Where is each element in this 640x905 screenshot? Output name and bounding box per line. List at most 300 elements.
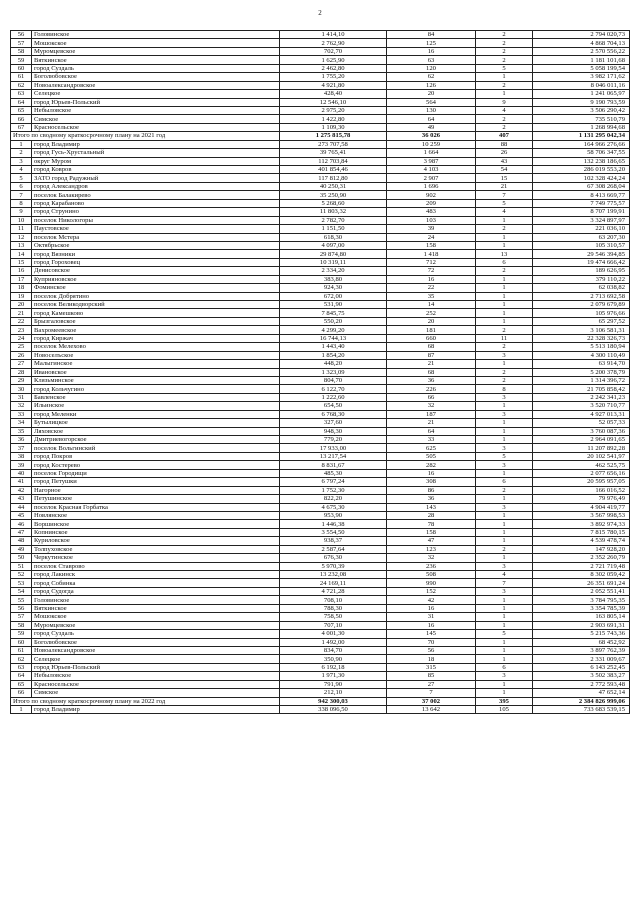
residents-cell: 282 [387, 461, 476, 469]
municipality-cell: город Ковров [32, 166, 280, 174]
residents-cell: 308 [387, 478, 476, 486]
residents-cell: 152 [387, 587, 476, 595]
residents-cell: 20 [387, 317, 476, 325]
municipality-cell: Новлянское [32, 511, 280, 519]
municipality-cell: Ивановское [32, 368, 280, 376]
row-number-cell: 42 [11, 486, 32, 494]
area-cell: 273 707,58 [280, 140, 387, 148]
cost-cell: 163 805,14 [533, 613, 630, 621]
area-cell: 2 587,64 [280, 545, 387, 553]
row-number-cell: 32 [11, 402, 32, 410]
municipality-cell: Новоселъское [32, 351, 280, 359]
row-number-cell: 25 [11, 343, 32, 351]
residents-cell: 84 [387, 31, 476, 39]
houses-cell: 105 [476, 706, 533, 714]
table-row [11, 326, 630, 334]
area-cell: 702,70 [280, 47, 387, 55]
cost-cell: 102 328 424,24 [533, 174, 630, 182]
residents-cell: 42 [387, 596, 476, 604]
table-row [11, 166, 630, 174]
residents-cell: 36 [387, 376, 476, 384]
municipality-cell: город Юрьев-Польский [32, 98, 280, 106]
row-number-cell: 49 [11, 545, 32, 553]
municipality-cell: Петушинское [32, 495, 280, 503]
row-number-cell: 59 [11, 630, 32, 638]
table-row [11, 182, 630, 190]
area-cell: 428,40 [280, 90, 387, 98]
municipality-cell: Куприяновское [32, 275, 280, 283]
cost-cell: 132 238 186,65 [533, 157, 630, 165]
row-number-cell: 47 [11, 528, 32, 536]
residents-cell: 625 [387, 444, 476, 452]
cost-cell: 20 102 541,97 [533, 452, 630, 460]
cost-cell: 62 038,82 [533, 284, 630, 292]
residents-cell: 902 [387, 191, 476, 199]
municipality-cell: поселок Никологоры [32, 216, 280, 224]
cost-cell: 3 502 383,27 [533, 672, 630, 680]
table-row [11, 646, 630, 654]
area-cell: 707,10 [280, 621, 387, 629]
municipality-cell: Мошокское [32, 39, 280, 47]
cost-cell: 65 297,52 [533, 317, 630, 325]
cost-cell: 2 352 260,79 [533, 554, 630, 562]
municipality-cell: Клязьминское [32, 376, 280, 384]
municipality-cell: Ильинское [32, 402, 280, 410]
houses-cell: 1 [476, 284, 533, 292]
houses-cell: 13 [476, 250, 533, 258]
houses-cell: 2 [476, 81, 533, 89]
table-row [11, 241, 630, 249]
houses-cell: 2 [476, 545, 533, 553]
cost-cell: 105 976,66 [533, 309, 630, 317]
row-number-cell: 28 [11, 368, 32, 376]
table-row [11, 393, 630, 401]
table-row [11, 469, 630, 477]
row-number-cell: 19 [11, 292, 32, 300]
municipality-cell: город Судогда [32, 587, 280, 595]
area-cell: 1 752,30 [280, 486, 387, 494]
cost-cell: 3 897 762,39 [533, 646, 630, 654]
residents-cell: 10 259 [387, 140, 476, 148]
residents-cell: 31 [387, 613, 476, 621]
municipality-cell: Небыловское [32, 672, 280, 680]
residents-cell: 14 [387, 301, 476, 309]
area-cell: 1 151,50 [280, 225, 387, 233]
cost-cell: 3 760 087,36 [533, 427, 630, 435]
cost-cell: 2 570 556,22 [533, 47, 630, 55]
cost-cell: 147 928,20 [533, 545, 630, 553]
municipality-cell: Селецкое [32, 655, 280, 663]
area-cell: 791,90 [280, 680, 387, 688]
municipality-cell: город Меленки [32, 410, 280, 418]
houses-cell: 26 [476, 149, 533, 157]
cost-cell: 7 815 780,15 [533, 528, 630, 536]
municipality-cell: Новоалександровское [32, 81, 280, 89]
total-label-cell: Итого по сводному краткосрочному плану на 2022 год [11, 697, 280, 705]
table-row [11, 360, 630, 368]
cost-cell: 67 308 268,04 [533, 182, 630, 190]
houses-cell: 3 [476, 410, 533, 418]
area-cell: 708,10 [280, 596, 387, 604]
table-row [11, 258, 630, 266]
cost-cell: 1 181 101,68 [533, 56, 630, 64]
residents-cell: 35 [387, 292, 476, 300]
row-number-cell: 53 [11, 579, 32, 587]
houses-cell: 6 [476, 258, 533, 266]
houses-cell: 1 [476, 528, 533, 536]
row-number-cell: 11 [11, 225, 32, 233]
residents-cell: 252 [387, 309, 476, 317]
area-cell: 942 300,03 [280, 697, 387, 705]
residents-cell: 7 [387, 689, 476, 697]
cost-cell: 4 868 704,13 [533, 39, 630, 47]
area-cell: 13 232,08 [280, 571, 387, 579]
area-cell: 1 443,40 [280, 343, 387, 351]
residents-cell: 66 [387, 393, 476, 401]
municipality-cell: Симское [32, 115, 280, 123]
houses-cell: 1 [476, 436, 533, 444]
houses-cell: 3 [476, 393, 533, 401]
table-row [11, 537, 630, 545]
cost-cell: 733 683 539,15 [533, 706, 630, 714]
area-cell: 618,30 [280, 233, 387, 241]
residents-cell: 32 [387, 554, 476, 562]
area-cell: 4 001,30 [280, 630, 387, 638]
houses-cell: 4 [476, 208, 533, 216]
table-row [11, 149, 630, 157]
area-cell: 1 109,30 [280, 123, 387, 131]
table-row [11, 554, 630, 562]
cost-cell: 3 892 974,33 [533, 520, 630, 528]
municipality-cell: город Вязники [32, 250, 280, 258]
table-row [11, 419, 630, 427]
houses-cell: 1 [476, 275, 533, 283]
houses-cell: 1 [476, 646, 533, 654]
municipality-cell: Селецкое [32, 90, 280, 98]
area-cell: 1 422,80 [280, 115, 387, 123]
table-row [11, 478, 630, 486]
houses-cell: 21 [476, 182, 533, 190]
row-number-cell: 56 [11, 604, 32, 612]
row-number-cell: 6 [11, 182, 32, 190]
row-number-cell: 22 [11, 317, 32, 325]
area-cell: 39 765,41 [280, 149, 387, 157]
houses-cell: 2 [476, 123, 533, 131]
municipality-cell: Черкутинское [32, 554, 280, 562]
table-row [11, 309, 630, 317]
row-number-cell: 62 [11, 655, 32, 663]
houses-cell: 5 [476, 64, 533, 72]
municipality-cell: поселок Городищи [32, 469, 280, 477]
residents-cell: 660 [387, 334, 476, 342]
cost-cell: 4 300 110,49 [533, 351, 630, 359]
row-number-cell: 3 [11, 157, 32, 165]
table-row [11, 31, 630, 39]
houses-cell: 1 [476, 655, 533, 663]
table-row [11, 157, 630, 165]
residents-cell: 508 [387, 571, 476, 579]
cost-cell: 22 328 326,73 [533, 334, 630, 342]
cost-cell: 2 384 826 999,06 [533, 697, 630, 705]
cost-cell: 2 721 719,48 [533, 562, 630, 570]
table-row [11, 64, 630, 72]
houses-cell: 2 [476, 225, 533, 233]
area-cell: 338 096,50 [280, 706, 387, 714]
area-cell: 6 768,30 [280, 410, 387, 418]
row-number-cell: 58 [11, 47, 32, 55]
row-number-cell: 36 [11, 436, 32, 444]
row-number-cell: 43 [11, 495, 32, 503]
area-cell: 117 812,80 [280, 174, 387, 182]
table-row [11, 81, 630, 89]
table-row [11, 680, 630, 688]
residents-cell: 315 [387, 663, 476, 671]
residents-cell: 28 [387, 511, 476, 519]
table-row [11, 284, 630, 292]
table-row [11, 503, 630, 511]
residents-cell: 158 [387, 528, 476, 536]
houses-cell: 1 [476, 469, 533, 477]
row-number-cell: 7 [11, 191, 32, 199]
residents-cell: 32 [387, 402, 476, 410]
table-row [11, 495, 630, 503]
table-row [11, 267, 630, 275]
residents-cell: 130 [387, 106, 476, 114]
residents-cell: 24 [387, 233, 476, 241]
residents-cell: 16 [387, 604, 476, 612]
residents-cell: 13 642 [387, 706, 476, 714]
row-number-cell: 55 [11, 596, 32, 604]
residents-cell: 27 [387, 680, 476, 688]
houses-cell: 1 [476, 73, 533, 81]
table-row [11, 461, 630, 469]
table-row [11, 613, 630, 621]
houses-cell: 1 [476, 317, 533, 325]
municipality-cell: поселок Мстера [32, 233, 280, 241]
houses-cell: 1 [476, 638, 533, 646]
area-cell: 1 755,20 [280, 73, 387, 81]
row-number-cell: 1 [11, 706, 32, 714]
residents-cell: 49 [387, 123, 476, 131]
houses-cell: 8 [476, 385, 533, 393]
table-row [11, 528, 630, 536]
residents-cell: 1 418 [387, 250, 476, 258]
cost-cell: 221 036,10 [533, 225, 630, 233]
houses-cell: 2 [476, 47, 533, 55]
table-row [11, 638, 630, 646]
residents-cell: 103 [387, 216, 476, 224]
cost-cell: 164 966 276,66 [533, 140, 630, 148]
municipality-cell: Симское [32, 689, 280, 697]
houses-cell: 5 [476, 199, 533, 207]
residents-cell: 3 987 [387, 157, 476, 165]
area-cell: 350,90 [280, 655, 387, 663]
municipality-cell: город Александров [32, 182, 280, 190]
cost-cell: 2 052 551,41 [533, 587, 630, 595]
area-cell: 1 446,38 [280, 520, 387, 528]
table-row [11, 596, 630, 604]
cost-cell: 2 772 593,48 [533, 680, 630, 688]
cost-cell: 29 546 394,85 [533, 250, 630, 258]
table-row [11, 334, 630, 342]
row-number-cell: 65 [11, 680, 32, 688]
row-number-cell: 38 [11, 452, 32, 460]
houses-cell: 2 [476, 326, 533, 334]
table-row [11, 402, 630, 410]
municipality-cell: Вяткинское [32, 604, 280, 612]
cost-cell: 3 506 290,42 [533, 106, 630, 114]
municipality-cell: Бутылицкое [32, 419, 280, 427]
cost-cell: 4 927 013,31 [533, 410, 630, 418]
table-row [11, 706, 630, 714]
row-number-cell: 16 [11, 267, 32, 275]
municipality-cell: поселок Великодворский [32, 301, 280, 309]
houses-cell: 2 [476, 267, 533, 275]
cost-cell: 3 982 171,62 [533, 73, 630, 81]
houses-cell: 1 [476, 427, 533, 435]
row-number-cell: 35 [11, 427, 32, 435]
area-cell: 401 854,46 [280, 166, 387, 174]
area-cell: 953,90 [280, 511, 387, 519]
cost-cell: 3 784 795,35 [533, 596, 630, 604]
residents-cell: 125 [387, 39, 476, 47]
table-row [11, 191, 630, 199]
cost-cell: 5 058 199,54 [533, 64, 630, 72]
houses-cell: 54 [476, 166, 533, 174]
municipality-cell: Копнинское [32, 528, 280, 536]
row-number-cell: 24 [11, 334, 32, 342]
municipality-cell: город Киржач [32, 334, 280, 342]
houses-cell: 3 [476, 503, 533, 511]
table-row [11, 689, 630, 697]
houses-cell: 11 [476, 334, 533, 342]
residents-cell: 62 [387, 73, 476, 81]
page-number: 2 [318, 9, 322, 17]
residents-cell: 18 [387, 655, 476, 663]
cost-cell: 2 079 679,89 [533, 301, 630, 309]
cost-cell: 2 964 091,65 [533, 436, 630, 444]
table-row [11, 511, 630, 519]
table-row [11, 292, 630, 300]
area-cell: 1 323,09 [280, 368, 387, 376]
table-row [11, 106, 630, 114]
cost-cell: 9 190 793,59 [533, 98, 630, 106]
residents-cell: 16 [387, 469, 476, 477]
cost-cell: 63 207,30 [533, 233, 630, 241]
table-row [11, 368, 630, 376]
houses-cell: 2 [476, 31, 533, 39]
table-row [11, 98, 630, 106]
table-row [11, 275, 630, 283]
area-cell: 531,90 [280, 301, 387, 309]
area-cell: 24 169,11 [280, 579, 387, 587]
table-row [11, 410, 630, 418]
row-number-cell: 10 [11, 216, 32, 224]
municipality-cell: город Покров [32, 452, 280, 460]
table-row [11, 655, 630, 663]
houses-cell: 1 [476, 596, 533, 604]
residents-cell: 181 [387, 326, 476, 334]
row-number-cell: 9 [11, 208, 32, 216]
area-cell: 35 250,90 [280, 191, 387, 199]
houses-cell: 3 [476, 461, 533, 469]
houses-cell: 1 [476, 292, 533, 300]
residents-cell: 209 [387, 199, 476, 207]
cost-cell: 3 567 998,53 [533, 511, 630, 519]
row-number-cell: 23 [11, 326, 32, 334]
cost-cell: 2 713 692,58 [533, 292, 630, 300]
area-cell: 822,20 [280, 495, 387, 503]
residents-cell: 564 [387, 98, 476, 106]
area-cell: 788,30 [280, 604, 387, 612]
area-cell: 112 703,84 [280, 157, 387, 165]
residents-cell: 16 [387, 47, 476, 55]
residents-cell: 990 [387, 579, 476, 587]
municipality-cell: Куриловское [32, 537, 280, 545]
municipality-cell: поселок Ставрово [32, 562, 280, 570]
row-number-cell: 15 [11, 258, 32, 266]
area-cell: 13 217,54 [280, 452, 387, 460]
cost-cell: 379 110,22 [533, 275, 630, 283]
row-number-cell: 67 [11, 123, 32, 131]
table-row [11, 216, 630, 224]
row-number-cell: 46 [11, 520, 32, 528]
residents-cell: 483 [387, 208, 476, 216]
row-number-cell: 52 [11, 571, 32, 579]
row-number-cell: 51 [11, 562, 32, 570]
residents-cell: 68 [387, 343, 476, 351]
houses-cell: 1 [476, 360, 533, 368]
residents-cell: 505 [387, 452, 476, 460]
residents-cell: 36 [387, 495, 476, 503]
houses-cell: 1 [476, 216, 533, 224]
area-cell: 17 933,00 [280, 444, 387, 452]
residents-cell: 33 [387, 436, 476, 444]
residents-cell: 4 103 [387, 166, 476, 174]
table-row [11, 225, 630, 233]
table-row [11, 123, 630, 131]
row-number-cell: 59 [11, 56, 32, 64]
plan-table [10, 30, 630, 714]
cost-cell: 63 914,70 [533, 360, 630, 368]
houses-cell: 1 [476, 689, 533, 697]
table-row [11, 520, 630, 528]
table-row [11, 427, 630, 435]
municipality-cell: ЗАТО город Радужный [32, 174, 280, 182]
area-cell: 29 874,80 [280, 250, 387, 258]
cost-cell: 105 310,57 [533, 241, 630, 249]
municipality-cell: Вяткинское [32, 56, 280, 64]
area-cell: 804,70 [280, 376, 387, 384]
area-cell: 6 797,24 [280, 478, 387, 486]
houses-cell: 407 [476, 132, 533, 140]
residents-cell: 72 [387, 267, 476, 275]
residents-cell: 236 [387, 562, 476, 570]
residents-cell: 36 026 [387, 132, 476, 140]
area-cell: 779,20 [280, 436, 387, 444]
municipality-cell: поселок Балакирево [32, 191, 280, 199]
row-number-cell: 41 [11, 478, 32, 486]
row-number-cell: 17 [11, 275, 32, 283]
residents-cell: 85 [387, 672, 476, 680]
municipality-cell: город Владимир [32, 706, 280, 714]
municipality-cell: Воршинское [32, 520, 280, 528]
residents-cell: 64 [387, 427, 476, 435]
cost-cell: 68 452,92 [533, 638, 630, 646]
row-number-cell: 31 [11, 393, 32, 401]
table-row [11, 486, 630, 494]
municipality-cell: Боголюбовское [32, 73, 280, 81]
